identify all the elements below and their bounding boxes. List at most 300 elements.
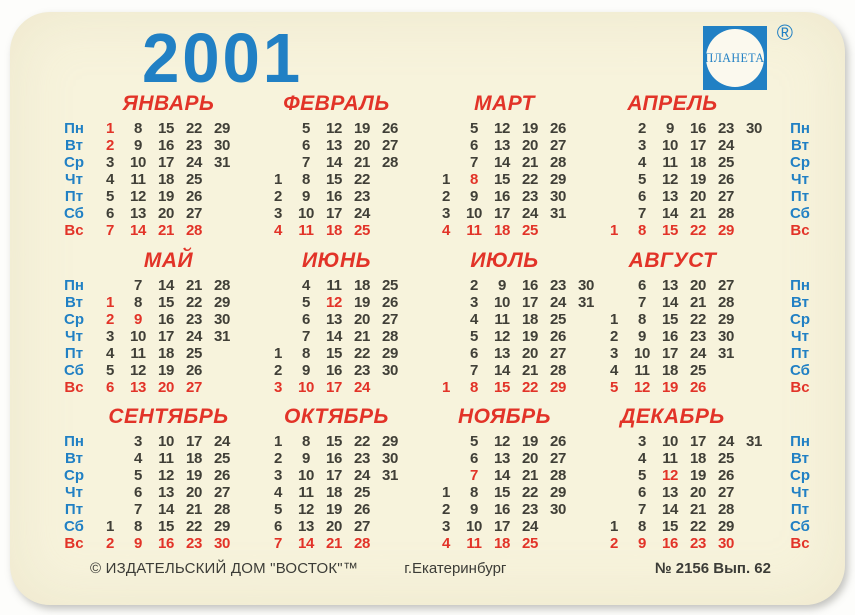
date-cell: 17 [493,205,511,222]
date-cell [264,294,292,311]
date-cell: 13 [129,379,147,396]
date-cell: 26 [381,294,399,311]
weekday-label: Ср [64,311,84,328]
date-cell: 30 [717,535,735,552]
date-cell: 18 [521,311,539,328]
date-cell: 9 [301,188,311,205]
date-cell: 22 [521,484,539,501]
date-cell: 25 [717,154,735,171]
date-cell: 18 [353,277,371,294]
date-cell: 26 [185,362,203,379]
date-cell: 16 [493,501,511,518]
date-cell: 1 [105,120,115,137]
date-cell [208,188,236,205]
date-cell: 8 [301,433,311,450]
date-cell [572,484,600,501]
weekday-label: Ср [790,311,810,328]
date-cell: 20 [521,345,539,362]
date-cell: 2 [105,535,115,552]
date-cell: 11 [298,484,314,501]
date-cell: 7 [133,277,143,294]
date-cell: 12 [661,467,679,484]
weekday-label: Чт [791,484,809,501]
date-cell: 22 [185,294,203,311]
date-cell: 23 [185,311,203,328]
date-cell: 10 [493,294,511,311]
date-cell [600,188,628,205]
logo-disc-shape [706,29,764,87]
date-cell: 13 [493,450,511,467]
date-cell: 12 [129,362,147,379]
weekday-column-spacer [778,406,822,433]
date-cell: 19 [689,171,707,188]
weekday-label: Вс [790,222,810,239]
date-cell [712,362,740,379]
date-cell: 21 [185,277,203,294]
date-cell: 3 [637,433,647,450]
date-cell: 21 [185,501,203,518]
date-cell [96,433,124,450]
date-cell: 15 [661,311,679,328]
date-cell: 11 [130,171,146,188]
weekday-label: Чт [65,328,83,345]
weekday-label: Пн [64,433,84,450]
date-cell: 30 [213,311,231,328]
date-cell: 30 [381,362,399,379]
date-cell: 17 [689,433,707,450]
date-cell: 18 [689,154,707,171]
date-cell: 26 [381,120,399,137]
date-cell: 9 [637,535,647,552]
month-block-november [432,406,600,552]
date-cell: 4 [273,222,283,239]
weekday-label: Вс [790,379,810,396]
year-title: 2001 [142,19,304,97]
date-cell: 5 [105,362,115,379]
date-cell: 17 [521,294,539,311]
date-cell [600,205,628,222]
date-cell: 11 [158,450,174,467]
date-cell: 23 [353,362,371,379]
date-cell [236,467,264,484]
date-cell: 27 [353,518,371,535]
date-cell: 9 [301,450,311,467]
date-cell: 25 [213,450,231,467]
date-cell: 17 [185,433,203,450]
date-cell: 12 [157,467,175,484]
date-cell: 24 [353,379,371,396]
date-cell: 14 [493,362,511,379]
date-cell: 1 [273,345,283,362]
date-cell: 20 [157,205,175,222]
date-cell: 11 [298,222,314,239]
month-title: ИЮЛЬ [470,249,539,272]
date-cell: 5 [609,379,619,396]
date-cell: 24 [185,154,203,171]
date-cell: 15 [661,222,679,239]
date-cell: 25 [353,484,371,501]
date-cell: 15 [157,294,175,311]
date-cell: 26 [185,188,203,205]
date-cell: 30 [381,450,399,467]
date-cell: 24 [689,345,707,362]
date-cell: 30 [213,535,231,552]
date-cell [740,171,768,188]
date-cell [236,137,264,154]
date-cell [572,171,600,188]
date-cell: 21 [325,535,343,552]
date-cell [712,379,740,396]
date-cell [740,277,768,294]
date-cell [740,222,768,239]
date-cell: 17 [325,205,343,222]
date-cell [740,154,768,171]
date-cell: 14 [157,501,175,518]
date-cell: 15 [493,379,511,396]
date-cell [432,433,460,450]
date-cell: 20 [689,484,707,501]
date-cell: 8 [133,120,143,137]
weekday-label: Сб [790,362,810,379]
date-cell: 6 [301,311,311,328]
date-cell: 19 [325,501,343,518]
date-cell [236,518,264,535]
calendar-card [10,12,845,605]
date-cell: 9 [637,328,647,345]
date-cell [404,120,432,137]
date-cell [404,294,432,311]
date-cell: 19 [689,467,707,484]
date-cell: 2 [105,311,115,328]
date-cell [264,311,292,328]
date-cell: 11 [326,277,342,294]
weekday-label: Вт [791,294,809,311]
date-cell: 23 [185,137,203,154]
date-cell: 26 [213,467,231,484]
date-cell: 6 [273,518,283,535]
date-cell: 30 [549,501,567,518]
date-cell [740,345,768,362]
weekday-label: Ср [64,154,84,171]
weekday-label: Чт [791,328,809,345]
date-cell: 10 [661,433,679,450]
date-cell: 7 [637,501,647,518]
date-cell: 27 [213,484,231,501]
date-cell: 11 [662,450,678,467]
date-cell: 15 [325,345,343,362]
date-cell [236,311,264,328]
date-cell: 13 [493,137,511,154]
date-cell [740,205,768,222]
date-cell: 15 [493,484,511,501]
date-cell: 22 [689,518,707,535]
date-cell [432,120,460,137]
date-cell [432,294,460,311]
month-grid [264,277,432,396]
date-cell: 8 [469,171,479,188]
date-cell: 14 [661,205,679,222]
date-cell: 16 [157,137,175,154]
date-cell: 13 [325,137,343,154]
month-block-june [264,250,432,396]
date-cell [600,171,628,188]
date-cell: 28 [213,501,231,518]
date-cell: 25 [689,362,707,379]
date-cell: 11 [130,345,146,362]
date-cell: 21 [689,501,707,518]
date-cell: 12 [493,328,511,345]
weekday-label: Пн [64,120,84,137]
date-cell: 6 [301,137,311,154]
date-cell [404,467,432,484]
date-cell: 13 [661,188,679,205]
date-cell: 13 [129,205,147,222]
date-cell: 16 [689,120,707,137]
date-cell: 1 [441,379,451,396]
date-cell [376,535,404,552]
date-cell: 28 [381,328,399,345]
date-cell: 5 [637,467,647,484]
month-block-january [96,93,264,239]
date-cell: 24 [353,467,371,484]
date-cell [404,535,432,552]
month-title: СЕНТЯБРЬ [108,405,229,428]
date-cell: 2 [609,535,619,552]
date-cell: 17 [157,328,175,345]
date-cell: 22 [689,311,707,328]
date-cell: 1 [441,171,451,188]
date-cell: 8 [469,484,479,501]
date-cell: 6 [133,484,143,501]
date-cell: 14 [493,154,511,171]
weekday-column-spacer [52,250,96,277]
date-cell: 5 [469,328,479,345]
date-cell: 11 [634,362,650,379]
month-title: НОЯБРЬ [457,405,552,428]
publisher-text: © ИЗДАТЕЛЬСКИЙ ДОМ "ВОСТОК"™ [90,560,359,577]
date-cell: 15 [325,433,343,450]
date-cell: 28 [549,362,567,379]
weekday-label: Вт [65,294,83,311]
date-cell [208,222,236,239]
date-cell [376,205,404,222]
date-cell: 10 [297,205,315,222]
date-cell: 26 [549,120,567,137]
date-cell: 14 [325,328,343,345]
month-grid [432,277,600,396]
date-cell: 15 [661,518,679,535]
date-cell: 7 [469,362,479,379]
date-cell: 29 [717,311,735,328]
month-grid [96,433,264,552]
date-cell [544,222,572,239]
date-cell [236,535,264,552]
date-cell: 27 [549,345,567,362]
month-grid [96,277,264,396]
date-cell [236,484,264,501]
date-cell: 16 [661,328,679,345]
date-cell: 28 [213,277,231,294]
date-cell: 16 [521,277,539,294]
date-cell: 18 [493,222,511,239]
date-cell [236,345,264,362]
date-cell: 2 [105,137,115,154]
date-cell: 2 [273,362,283,379]
date-cell: 29 [213,294,231,311]
date-cell: 22 [521,379,539,396]
date-cell: 26 [549,328,567,345]
date-cell: 21 [353,154,371,171]
month-row-1 [52,93,845,239]
date-cell: 9 [497,277,507,294]
date-cell [208,362,236,379]
date-cell: 6 [469,450,479,467]
date-cell: 24 [717,137,735,154]
date-cell: 14 [297,535,315,552]
date-cell: 1 [609,518,619,535]
weekday-label: Пт [64,188,84,205]
weekday-label: Пн [64,277,84,294]
month-block-august [600,250,768,396]
date-cell: 1 [441,484,451,501]
date-cell [432,467,460,484]
date-cell: 2 [273,450,283,467]
date-cell [600,433,628,450]
date-cell: 19 [157,362,175,379]
date-cell: 2 [609,328,619,345]
month-title: АПРЕЛЬ [627,92,718,115]
date-cell [236,362,264,379]
date-cell: 11 [466,222,482,239]
date-cell [404,222,432,239]
date-cell: 14 [661,294,679,311]
date-cell: 13 [157,484,175,501]
date-cell [572,188,600,205]
date-cell [404,137,432,154]
date-cell: 9 [133,137,143,154]
date-cell: 12 [661,171,679,188]
date-cell: 3 [273,467,283,484]
weekday-label: Пн [790,120,810,137]
date-cell: 22 [353,345,371,362]
weekday-label: Вт [65,137,83,154]
registered-trademark-icon: ® [776,20,793,45]
weekday-label: Пн [790,277,810,294]
date-cell: 28 [549,467,567,484]
date-cell [376,222,404,239]
date-cell: 26 [689,379,707,396]
date-cell [96,467,124,484]
date-cell [572,137,600,154]
weekday-label: Пт [790,345,810,362]
weekday-label: Ср [790,467,810,484]
date-cell [740,311,768,328]
date-cell: 29 [213,518,231,535]
date-cell: 31 [717,345,735,362]
date-cell: 18 [157,171,175,188]
date-cell: 25 [521,222,539,239]
date-cell: 24 [521,205,539,222]
date-cell: 4 [301,277,311,294]
weekday-labels-right [768,93,822,239]
date-cell [404,154,432,171]
date-cell [572,120,600,137]
date-cell [236,171,264,188]
date-cell [236,433,264,450]
weekday-label: Вс [790,535,810,552]
date-cell: 10 [661,137,679,154]
date-cell: 20 [353,311,371,328]
date-cell: 23 [717,120,735,137]
date-cell: 16 [325,188,343,205]
month-row-3 [52,406,845,552]
logo-brand-text: ПЛАНЕТА [705,50,765,65]
date-cell: 27 [185,379,203,396]
date-cell [376,501,404,518]
date-cell [600,501,628,518]
date-cell [404,311,432,328]
date-cell [740,294,768,311]
date-cell: 24 [717,433,735,450]
date-cell [432,137,460,154]
date-cell: 10 [129,154,147,171]
date-cell: 29 [213,120,231,137]
date-cell [600,450,628,467]
date-cell: 29 [717,222,735,239]
date-cell: 22 [353,433,371,450]
date-cell: 14 [493,467,511,484]
date-cell: 13 [297,518,315,535]
date-cell: 23 [521,501,539,518]
month-block-may [96,250,264,396]
date-cell: 19 [661,379,679,396]
date-cell: 14 [157,277,175,294]
date-cell [404,379,432,396]
date-cell: 20 [157,379,175,396]
date-cell [572,450,600,467]
date-cell [236,205,264,222]
date-cell: 6 [105,379,115,396]
date-cell: 12 [297,501,315,518]
date-cell: 26 [717,467,735,484]
month-block-april [600,93,768,239]
date-cell: 28 [353,535,371,552]
date-cell: 3 [609,345,619,362]
date-cell [96,450,124,467]
date-cell [572,379,600,396]
date-cell [264,137,292,154]
date-cell [404,171,432,188]
date-cell: 5 [133,467,143,484]
date-cell [236,277,264,294]
weekday-column-spacer [778,250,822,277]
date-cell: 21 [353,328,371,345]
date-cell [208,171,236,188]
date-cell: 21 [521,154,539,171]
date-cell: 29 [549,484,567,501]
date-cell: 8 [133,518,143,535]
date-cell: 27 [185,205,203,222]
date-cell [740,362,768,379]
date-cell [572,501,600,518]
date-cell: 16 [661,535,679,552]
date-cell [572,222,600,239]
date-cell [404,277,432,294]
date-cell: 10 [157,433,175,450]
weekday-label: Чт [65,171,83,188]
date-cell: 3 [105,154,115,171]
month-grid [264,120,432,239]
